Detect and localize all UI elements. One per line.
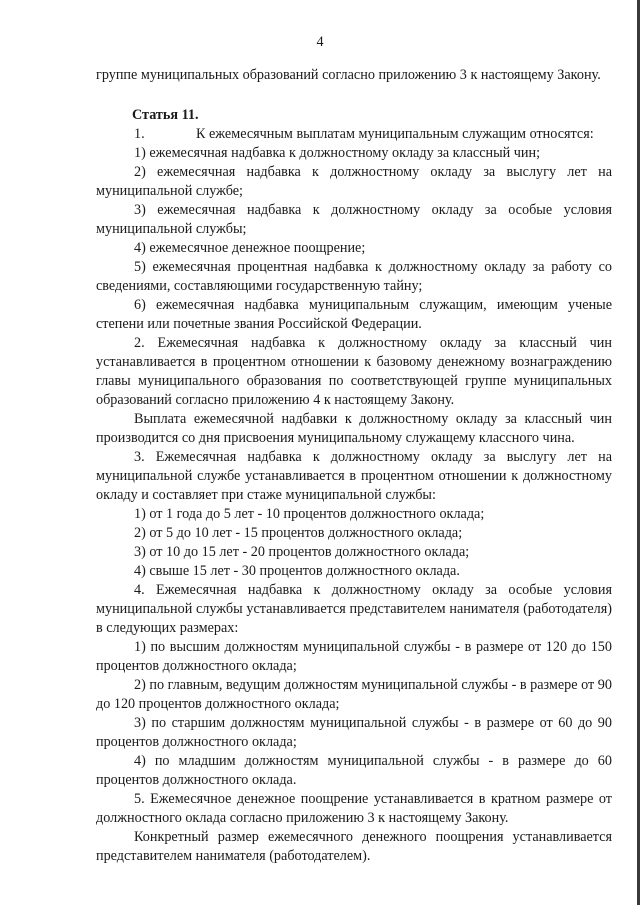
- list-item: 1) ежемесячная надбавка к должностному окладу за классный чин;: [134, 145, 541, 161]
- paragraph-2: 2. Ежемесячная надбавка к должностному окладу за классный чин устанавливается в процентном отношении к базовому денежному вознаграждению главы муниципального образования по соответствующей группе муниципальных образований согласно приложению 4 к настоящему Закону.: [96, 335, 612, 408]
- paragraph-3: 3. Ежемесячная надбавка к должностному окладу за выслугу лет на муниципальной службе устанавливается в процентном отношении к должностному окладу и составляет при стаже муниципальной службы:: [96, 449, 612, 503]
- paragraph-continuation: группе муниципальных образований согласно приложению 3 к настоящему Закону.: [96, 67, 601, 83]
- article-heading: Статья 11.: [132, 107, 199, 123]
- page-number: 4: [316, 34, 324, 50]
- list-item: 4) по младшим должностям муниципальной службы - в размере до 60 процентов должностного оклада.: [96, 753, 612, 788]
- list-item: 3) от 10 до 15 лет - 20 процентов должностного оклада;: [134, 544, 470, 560]
- item-text: К ежемесячным выплатам муниципальным служащим относятся:: [196, 126, 594, 142]
- paragraph: Конкретный размер ежемесячного денежного поощрения устанавливается представителем нанимателя (работодателем).: [96, 829, 612, 864]
- paragraph: Выплата ежемесячной надбавки к должностному окладу за классный чин производится со дня присвоения муниципальному служащему классного чина.: [96, 411, 612, 446]
- list-item: 2) ежемесячная надбавка к должностному окладу за выслугу лет на муниципальной службе;: [96, 164, 612, 199]
- list-item: 5) ежемесячная процентная надбавка к должностному окладу за работу со сведениями, составляющими государственную тайну;: [96, 259, 612, 294]
- item-number: 1.: [134, 126, 145, 142]
- list-item: 1) от 1 года до 5 лет - 10 процентов должностного оклада;: [134, 506, 485, 522]
- list-item: 3) по старшим должностям муниципальной службы - в размере от 60 до 90 процентов должностного оклада;: [96, 715, 612, 750]
- document-body: [96, 66, 612, 866]
- list-item: 4) свыше 15 лет - 30 процентов должностного оклада.: [134, 563, 460, 579]
- list-item: 4) ежемесячное денежное поощрение;: [134, 240, 366, 256]
- paragraph-item-1: [96, 125, 612, 144]
- list-item: 2) по главным, ведущим должностям муниципальной службы - в размере от 90 до 120 процентов должностного оклада;: [96, 677, 612, 712]
- list-item: 3) ежемесячная надбавка к должностному окладу за особые условия муниципальной службы;: [96, 202, 612, 237]
- paragraph-5: 5. Ежемесячное денежное поощрение устанавливается в кратном размере от должностного оклада согласно приложению 3 к настоящему Закону.: [96, 791, 612, 826]
- paragraph-4: 4. Ежемесячная надбавка к должностному окладу за особые условия муниципальной службы устанавливается представителем нанимателя (работодателя) в следующих размерах:: [96, 582, 612, 636]
- list-item: 6) ежемесячная надбавка муниципальным служащим, имеющим ученые степени или почетные звания Российской Федерации.: [96, 297, 612, 332]
- list-item: 1) по высшим должностям муниципальной службы - в размере от 120 до 150 процентов должностного оклада;: [96, 639, 612, 674]
- list-item: 2) от 5 до 10 лет - 15 процентов должностного оклада;: [134, 525, 463, 541]
